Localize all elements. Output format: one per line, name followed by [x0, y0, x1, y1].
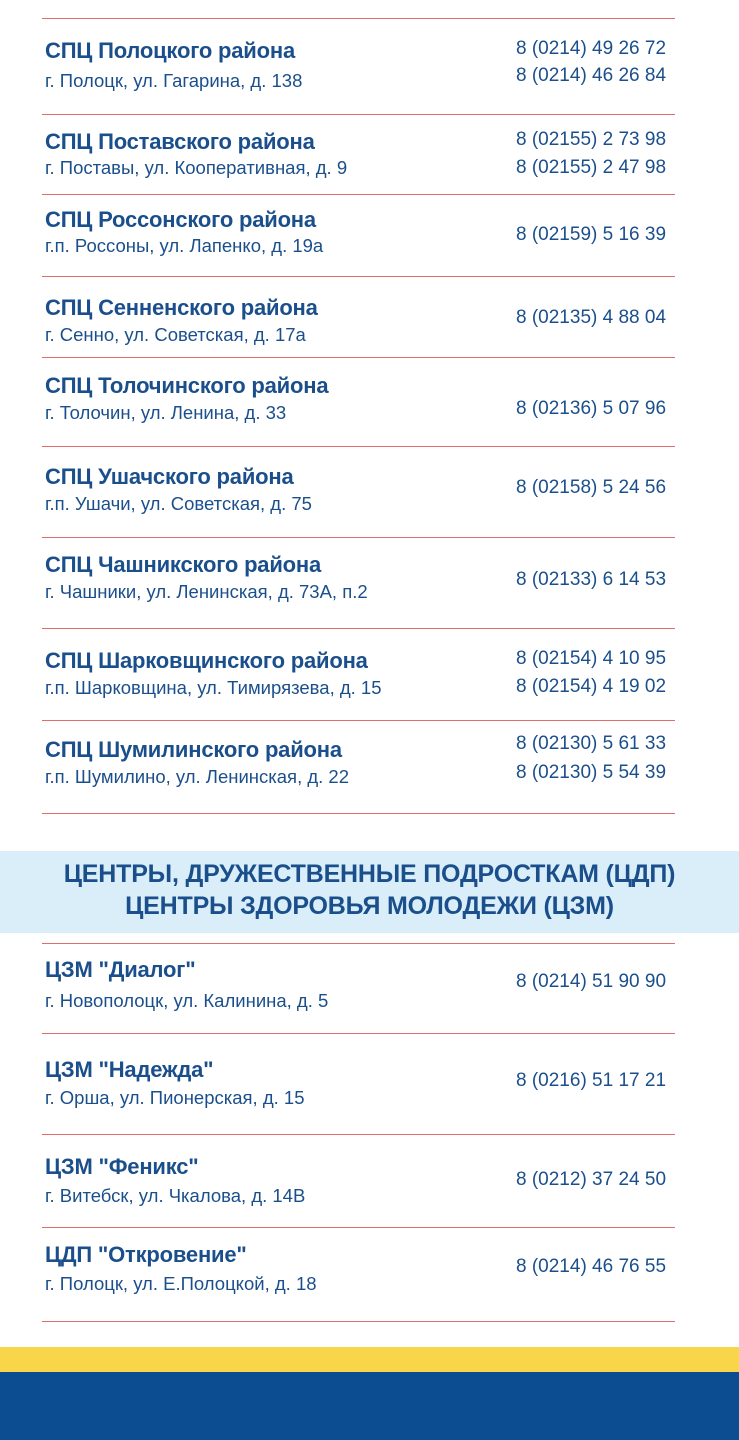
center-name: СПЦ Чашникского района [45, 552, 322, 577]
center-name: СПЦ Поставского района [45, 129, 315, 154]
center-address: г. Орша, ул. Пионерская, д. 15 [45, 1087, 305, 1108]
center-name: СПЦ Шарковщинского района [45, 648, 368, 673]
center-address: г. Витебск, ул. Чкалова, д. 14В [45, 1185, 306, 1206]
divider [42, 1227, 675, 1228]
section-heading-band [0, 851, 739, 933]
divider [42, 943, 675, 944]
center-address: г. Чашники, ул. Ленинская, д. 73А, п.2 [45, 581, 368, 602]
center-address: г.п. Россоны, ул. Лапенко, д. 19а [45, 235, 324, 256]
section-heading-line1: ЦЕНТРЫ, ДРУЖЕСТВЕННЫЕ ПОДРОСТКАМ (ЦДП) [63, 860, 676, 888]
phone-number[interactable]: 8 (0212) 37 24 50 [516, 1169, 667, 1190]
center-address: г. Полоцк, ул. Е.Полоцкой, д. 18 [45, 1273, 317, 1294]
center-name: СПЦ Ушачского района [45, 464, 294, 489]
phone-number[interactable]: 8 (02136) 5 07 96 [516, 398, 667, 419]
phone-number[interactable]: 8 (0214) 46 26 84 [516, 65, 667, 86]
footer-yellow-stripe [0, 1347, 739, 1372]
center-address: г. Новополоцк, ул. Калинина, д. 5 [45, 990, 329, 1011]
footer-blue-band [0, 1372, 739, 1440]
center-name: СПЦ Сенненского района [45, 295, 318, 320]
phone-number[interactable]: 8 (02155) 2 47 98 [516, 157, 667, 178]
center-name: ЦДП "Откровение" [45, 1242, 247, 1267]
center-name: СПЦ Россонского района [45, 207, 316, 232]
phone-number[interactable]: 8 (02135) 4 88 04 [516, 307, 667, 328]
center-name: ЦЗМ "Диалог" [45, 957, 196, 982]
phone-number[interactable]: 8 (02158) 5 24 56 [516, 477, 667, 498]
divider [42, 276, 675, 277]
phone-number[interactable]: 8 (02154) 4 10 95 [516, 648, 667, 669]
phone-number[interactable]: 8 (0214) 51 90 90 [516, 971, 667, 992]
phone-number[interactable]: 8 (02130) 5 54 39 [516, 762, 667, 783]
divider [42, 537, 675, 538]
divider [42, 1134, 675, 1135]
center-address: г.п. Шумилино, ул. Ленинская, д. 22 [45, 766, 349, 787]
center-name: СПЦ Шумилинского района [45, 737, 342, 762]
divider [42, 720, 675, 721]
center-address: г. Поставы, ул. Кооперативная, д. 9 [45, 157, 348, 178]
section-heading-line2: ЦЕНТРЫ ЗДОРОВЬЯ МОЛОДЕЖИ (ЦЗМ) [125, 892, 614, 920]
divider [42, 813, 675, 814]
divider [42, 1033, 675, 1034]
center-name: ЦЗМ "Феникс" [45, 1154, 199, 1179]
center-address: г. Полоцк, ул. Гагарина, д. 138 [45, 70, 303, 91]
center-name: СПЦ Толочинского района [45, 373, 329, 398]
phone-number[interactable]: 8 (0214) 46 76 55 [516, 1256, 667, 1277]
phone-number[interactable]: 8 (02155) 2 73 98 [516, 129, 667, 150]
phone-number[interactable]: 8 (02133) 6 14 53 [516, 569, 667, 590]
phone-number[interactable]: 8 (02159) 5 16 39 [516, 224, 667, 245]
divider [42, 114, 675, 115]
divider [42, 446, 675, 447]
phone-number[interactable]: 8 (0214) 49 26 72 [516, 38, 667, 59]
divider [42, 357, 675, 358]
center-address: г. Толочин, ул. Ленина, д. 33 [45, 402, 287, 423]
center-name: ЦЗМ "Надежда" [45, 1057, 214, 1082]
divider [42, 18, 675, 19]
divider [42, 628, 675, 629]
divider [42, 1321, 675, 1322]
divider [42, 194, 675, 195]
phone-number[interactable]: 8 (0216) 51 17 21 [516, 1070, 667, 1091]
center-address: г.п. Шарковщина, ул. Тимирязева, д. 15 [45, 677, 382, 698]
center-name: СПЦ Полоцкого района [45, 38, 295, 63]
center-address: г.п. Ушачи, ул. Советская, д. 75 [45, 493, 312, 514]
phone-number[interactable]: 8 (02130) 5 61 33 [516, 733, 667, 754]
phone-number[interactable]: 8 (02154) 4 19 02 [516, 676, 667, 697]
center-address: г. Сенно, ул. Советская, д. 17а [45, 324, 306, 345]
